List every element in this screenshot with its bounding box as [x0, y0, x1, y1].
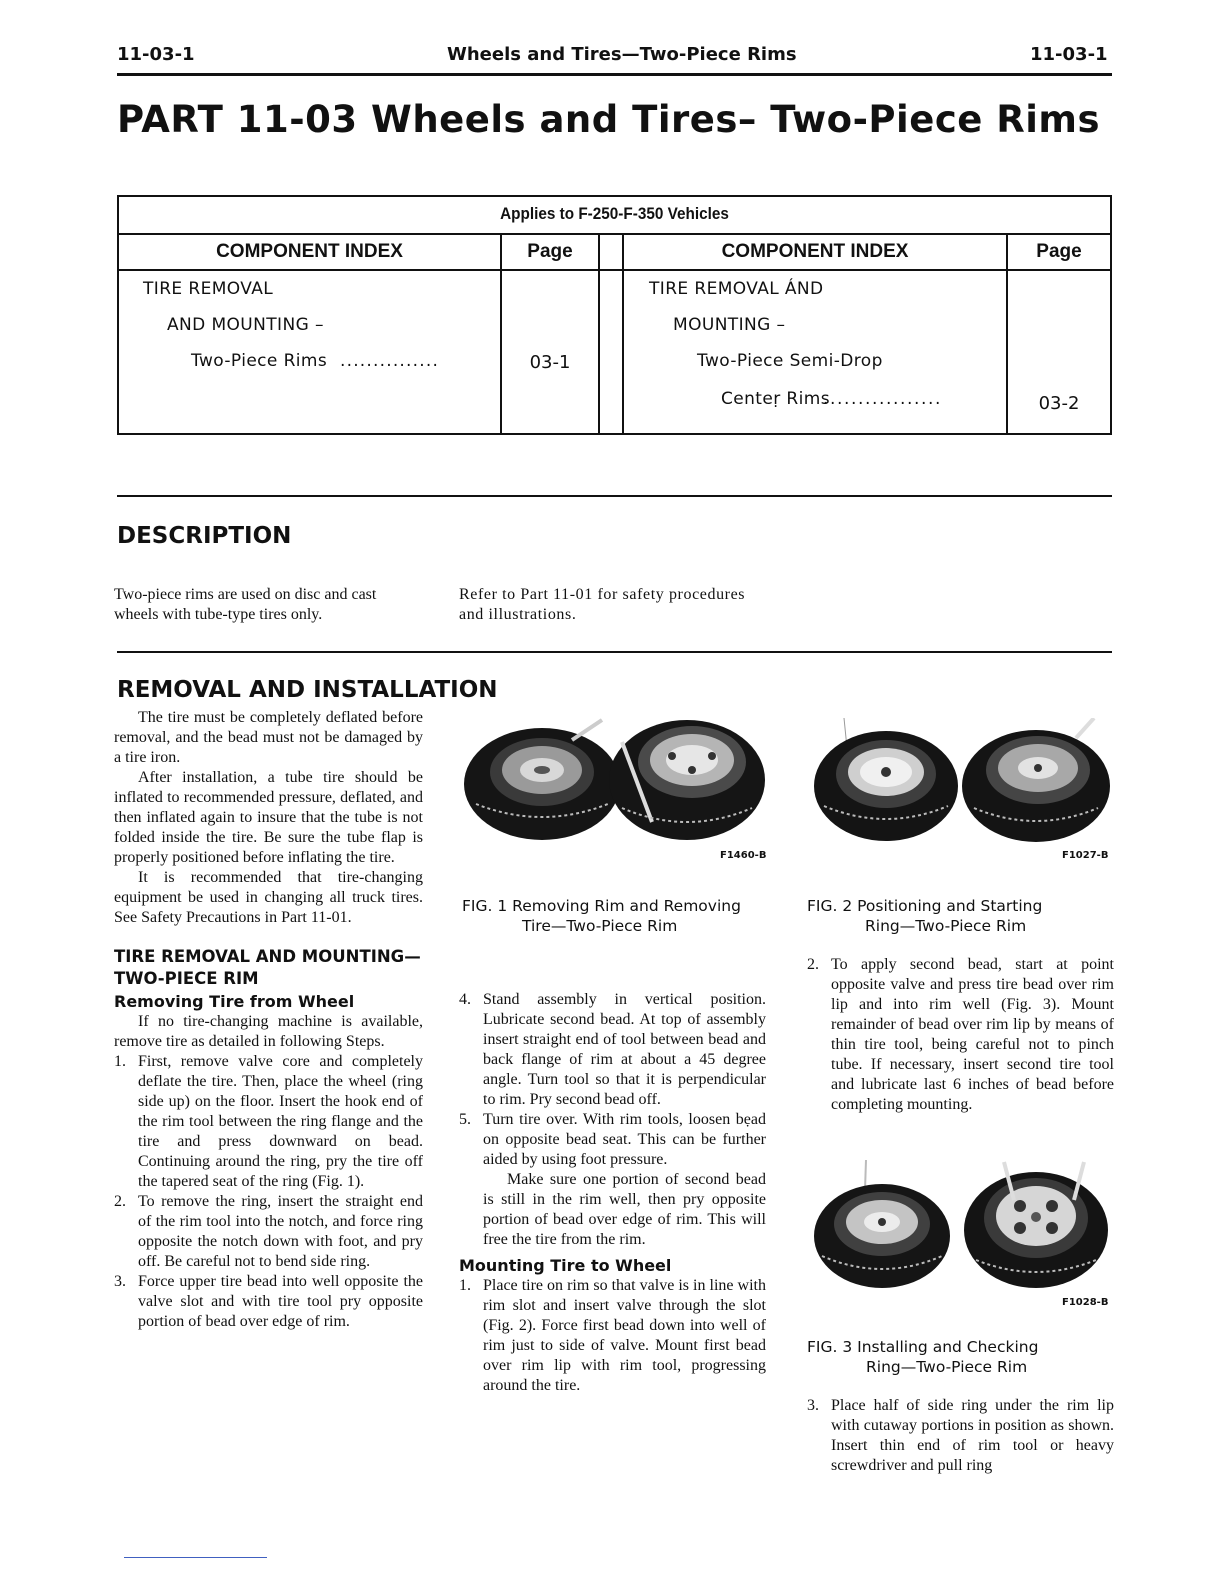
header-left-code: 11-03-1	[117, 44, 195, 65]
step-number: 2.	[807, 956, 819, 973]
list-item	[807, 1396, 1114, 1476]
col-header-component: COMPONENT INDEX	[216, 241, 403, 262]
list-item	[114, 1272, 423, 1332]
step-text: To remove the ring, insert the straight end of the rim tool into the notch, and force ring opposite the notch down with foot, and pry off. Be careful not to bend side ring.	[138, 1193, 423, 1270]
figure-code: F1027-B	[1062, 850, 1109, 861]
figure-1-caption-line: Tire—Two-Piece Rim	[522, 917, 678, 935]
index-entry-line: Two-Piece Semi-Drop	[697, 351, 883, 371]
removal-heading: REMOVAL AND INSTALLATION	[117, 677, 498, 703]
list-item	[459, 1110, 766, 1170]
table-rule	[117, 269, 1112, 271]
step-number: 3.	[114, 1273, 126, 1290]
description-heading: DESCRIPTION	[117, 523, 292, 549]
index-entry-line: TIRE REMOVAL	[143, 279, 274, 299]
step-text: First, remove valve core and completely deflate the tire. Then, place the wheel (ring side up) on the floor. Insert the hook end of the rim tool between the ring flange and the tire and press downward on bead. Continuing around the ring, pry the tire off the tapered seat of the ring (Fig. 1).	[138, 1053, 423, 1190]
index-entry-line: Centeṛ Rims	[721, 389, 830, 409]
col-header-page: Page	[527, 241, 573, 262]
figure-code: F1460-B	[720, 850, 767, 861]
body-paragraph: It is recommended that tire-changing equipment be used in changing all truck tires. See Safety Precautions in Part 11-01.	[114, 869, 423, 926]
footer-rule	[124, 1557, 267, 1558]
step-number: 1.	[459, 1277, 471, 1294]
body-paragraph: Make sure one portion of second bead is still in the rim well, then pry opposite portion of bead over edge of rim. This will free the tire from the rim.	[483, 1171, 766, 1248]
step-number: 2.	[114, 1193, 126, 1210]
header-rule	[117, 73, 1112, 76]
figure-3-caption-line: FIG. 3 Installing and Checking	[807, 1338, 1039, 1356]
list-item	[459, 990, 766, 1110]
step-text: Place tire on rim so that valve is in line with rim slot and insert valve through the slot (Fig. 2). Force first bead down into well of rim just to side of valve. Mount first bead over rim lip with rim tool, progressing around the tire.	[483, 1277, 766, 1394]
figure-2-caption-line: Ring—Two-Piece Rim	[865, 917, 1027, 935]
body-paragraph: If no tire-changing machine is available, remove tire as detailed in following Steps.	[114, 1013, 423, 1050]
removing-heading: Removing Tire from Wheel	[114, 992, 355, 1011]
table-divider	[598, 233, 600, 435]
column-3-upper	[807, 955, 1114, 1115]
header-title: Wheels and Tires—Two-Piece Rims	[447, 44, 797, 65]
step-number: 1.	[114, 1053, 126, 1070]
step-text: To apply second bead, start at point opposite valve and press tire bead over rim lip and into rim well (Fig. 3). Mount remainder of bead over rim lip by means of thin tire tool, being careful not to pinch tube. If necessary, insert second tire tool and lubricate last 6 inches of bead before completing mounting.	[831, 956, 1114, 1113]
list-item	[807, 955, 1114, 1115]
table-divider	[622, 233, 624, 435]
index-page-number: 03-2	[1038, 393, 1080, 414]
section-rule	[117, 495, 1112, 497]
index-page-number: 03-1	[529, 352, 571, 373]
description-right-text: Refer to Part 11-01 for safety procedures and illustrations.	[459, 586, 746, 623]
step-number: 3.	[807, 1397, 819, 1414]
figure-1-image	[462, 712, 772, 842]
body-paragraph: The tire must be completely deflated before removal, and the bead must not be damaged by a tire iron.	[114, 709, 423, 766]
index-banner: Applies to F-250-F-350 Vehicles	[500, 204, 729, 223]
header-right-code: 11-03-1	[1030, 44, 1108, 65]
figure-2-caption-line: FIG. 2 Positioning and Starting	[807, 897, 1043, 915]
step-text: Stand assembly in vertical position. Lubricate second bead. At top of assembly insert straight end of tool between bead and back flange of rim at about a 45 degree angle. Turn tool so that it is perpendicular to rim. Pry second bead off.	[483, 991, 766, 1108]
list-item	[114, 1192, 423, 1272]
list-item	[114, 1052, 423, 1192]
index-leader-dots: .................	[823, 389, 943, 409]
step-text: Turn tire over. With rim tools, loosen bẹad on opposite bead seat. This can be further aided by using foot pressure.	[483, 1111, 766, 1168]
figure-3-image	[814, 1160, 1114, 1290]
index-entry-line: AND MOUNTING –	[167, 315, 324, 335]
column-2	[459, 990, 766, 1396]
step-text: Place half of side ring under the rim lip with cutaway portions in position as shown. Insert thin end of rim tool or heavy screwdriver and pull ring	[831, 1397, 1114, 1474]
figure-1-caption-line: FIG. 1 Removing Rim and Removing	[462, 897, 741, 915]
step-number: 4.	[459, 991, 471, 1008]
figure-3-caption-line: Ring—Two-Piece Rim	[866, 1358, 1028, 1376]
index-entry-line: MOUNTING –	[673, 315, 786, 335]
step-text: Force upper tire bead into well opposite the valve slot and with tire tool pry opposite portion of bead over edge of rim.	[138, 1273, 423, 1330]
description-left-text: Two-piece rims are used on disc and cast wheels with tube-type tires only.	[114, 586, 377, 623]
index-entry-line: TIRE REMOVAL ÁND	[649, 279, 824, 299]
col-header-page: Page	[1036, 241, 1082, 262]
index-entry-line: Two-Piece Rims	[191, 351, 328, 371]
figure-code: F1028-B	[1062, 1297, 1109, 1308]
column-1	[114, 708, 423, 1332]
col-header-component: COMPONENT INDEX	[721, 241, 909, 262]
mounting-heading: Mounting Tire to Wheel	[459, 1256, 672, 1275]
section-rule	[117, 651, 1112, 653]
page-title: PART 11-03 Wheels and Tires– Two-Piece Rims	[117, 98, 1100, 141]
list-item	[459, 1276, 766, 1396]
figure-2-image	[814, 718, 1114, 843]
step-number: 5.	[459, 1111, 471, 1128]
column-3-lower	[807, 1396, 1114, 1476]
sub-heading: TIRE REMOVAL AND MOUNTING—TWO-PIECE RIM	[114, 947, 421, 988]
table-rule	[117, 233, 1112, 235]
index-leader-dots: ...............	[340, 351, 440, 371]
table-divider	[500, 233, 502, 435]
body-paragraph: After installation, a tube tire should be inflated to recommended pressure, deflated, and then inflated again to insure that the tube is not folded inside the tire. Be sure the tube flap is properly positioned before inflating the tire.	[114, 769, 423, 866]
